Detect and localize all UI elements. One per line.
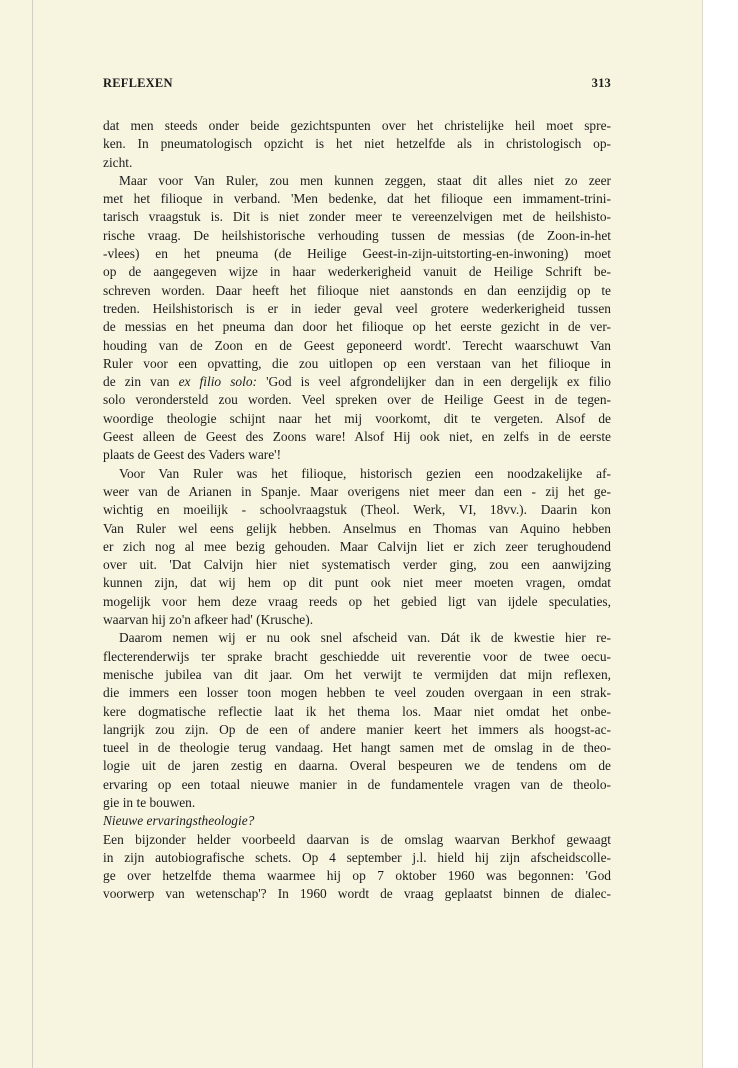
text-line: Een bijzonder helder voorbeeld daarvan is de omslag waarvan Berkhof gewaagt: [103, 831, 611, 847]
paragraph: [103, 465, 611, 630]
latin-phrase: ex filio solo:: [178, 374, 257, 390]
text-line: rische vraag. De heilshistorische verhouding tussen de messias (de Zoon-in-het: [103, 227, 611, 243]
paragraph: [103, 629, 611, 812]
section-heading: [103, 812, 611, 830]
text-line: -vlees) en het pneuma (de Heilige Geest-in-zijn-uitstorting-en-inwoning) moet: [103, 246, 611, 262]
text-line: solo verondersteld zou worden. Veel spreken over de Heilige Geest in de tegen-: [103, 392, 611, 408]
text-line: tueel in de theologie terug vandaag. Het hangt samen met de omslag in de theo-: [103, 740, 611, 756]
text-line: mogelijk voor hem deze vraag reeds op het gebied ligt van ijdele speculaties,: [103, 593, 611, 609]
text-line: Van Ruler wel eens gelijk hebben. Anselmus en Thomas van Aquino hebben: [103, 520, 611, 536]
text-line: plaats de Geest des Vaders ware'!: [103, 447, 282, 463]
text-line: kere dogmatische reflectie laat ik het thema los. Maar niet omdat het onbe-: [103, 703, 611, 719]
text-line: voorwerp van wetenschap'? In 1960 wordt de vraag geplaatst binnen de dialec-: [103, 886, 611, 902]
text-line: gie in te bouwen.: [103, 794, 196, 810]
text-line: weer van de Arianen in Spanje. Maar overigens niet meer dan een - zij het ge-: [103, 483, 611, 499]
text-line: wichtig en moeilijk - schoolvraagstuk (Theol. Werk, VI, 18vv.). Daarin kon: [103, 502, 611, 518]
text-line: menische jubilea van dit jaar. Om het verwijt te vermijden dat mijn reflexen,: [103, 666, 611, 682]
text-line: logie uit de jaren zestig en daarna. Overal bespeuren we de tendens om de: [103, 758, 611, 774]
text-line: woordige theologie schijnt naar het mij voorkomt, dit te vergeten. Alsof de: [103, 410, 611, 426]
text-line: waarvan hij zo'n afkeer had' (Krusche).: [103, 612, 314, 628]
text-line: tarisch vraagstuk is. Dit is niet zonder meer te vereenzelvigen met de heilshisto-: [103, 209, 611, 225]
page-number: 313: [591, 76, 611, 90]
text-line: ge over hetzelfde thema waarmee hij op 7 oktober 1960 was begonnen: 'God: [103, 868, 611, 884]
text-line: Geest alleen de Geest des Zoons ware! Alsof Hij ook niet, en zelfs in de eerste: [103, 429, 611, 445]
paragraph: [103, 831, 611, 904]
text-line: Voor Van Ruler was het filioque, historisch gezien een noodzakelijke af-: [119, 465, 611, 481]
text-line: treden. Heilshistorisch is er in ieder geval veel grotere wederkerigheid tussen: [103, 300, 611, 316]
running-header: [103, 76, 611, 91]
text-line: dat men steeds onder beide gezichtspunten over het christelijke heil moet spre-: [103, 118, 611, 133]
text-line: de messias en het pneuma dan door het filioque op het eerste gezicht in de ver-: [103, 319, 611, 335]
text-line: ervaring op een totaal nieuwe manier in de fundamentele vragen van de theolo-: [103, 776, 611, 792]
page-left-edge: [32, 0, 33, 1068]
text-line: Daarom nemen wij er nu ook snel afscheid van. Dát ik de kwestie hier re-: [119, 630, 611, 646]
running-title: REFLEXEN: [103, 76, 173, 90]
text-run: 'God is veel afgrondelijker dan in een dergelijk ex filio: [257, 374, 611, 390]
text-line: op de aangegeven wijze in haar wederkerigheid vanuit de Heilige Schrift be-: [103, 264, 611, 280]
text-line: die immers een losser toon mogen hebben te veel zouden overgaan in een strak-: [103, 685, 611, 701]
section-heading-text: Nieuwe ervaringstheologie?: [103, 813, 255, 829]
text-line: zicht.: [103, 154, 133, 170]
text-run: de zin van: [103, 374, 179, 390]
page-margin-right: [703, 0, 738, 1068]
text-line: Maar voor Van Ruler, zou men kunnen zeggen, staat dit alles niet zo zeer: [119, 172, 611, 188]
text-line: flecterenderwijs ter sprake bracht geschiedde uit reverentie voor de twee oecu-: [103, 648, 611, 664]
text-line: in zijn autobiografische schets. Op 4 september j.l. hield hij zijn afscheidscolle-: [103, 849, 611, 865]
body-text: [103, 117, 611, 904]
text-line: Ruler voor een opvatting, die zou uitlopen op een verstaan van het filioque in: [103, 355, 611, 371]
text-line: ken. In pneumatologisch opzicht is het niet hetzelfde als in christologisch op-: [103, 136, 611, 152]
paragraph: [103, 117, 611, 172]
paragraph: [103, 172, 611, 465]
text-line-mixed: [103, 373, 611, 391]
text-line: over uit. 'Dat Calvijn hier niet systematisch verder ging, zou een aanwijzing: [103, 557, 611, 573]
text-line: er zich nog al mee bezig gehouden. Maar Calvijn liet er zich zeer terughoudend: [103, 538, 611, 554]
text-line: houding van de Zoon en de Geest geponeerd wordt'. Terecht waarschuwt Van: [103, 337, 611, 353]
text-line: kunnen zijn, dat wij hem op dit punt ook niet meer moeten vragen, omdat: [103, 575, 611, 591]
text-line: met het filioque in verband. 'Men bedenke, dat het filioque een immament-trini-: [103, 191, 611, 207]
text-line: langrijk zou zijn. Op de een of andere manier keert het immers als hoogst-ac-: [103, 721, 611, 737]
text-line: schreven worden. Daar heeft het filioque niet aanstonds en dan eenzijdig op te: [103, 282, 611, 298]
